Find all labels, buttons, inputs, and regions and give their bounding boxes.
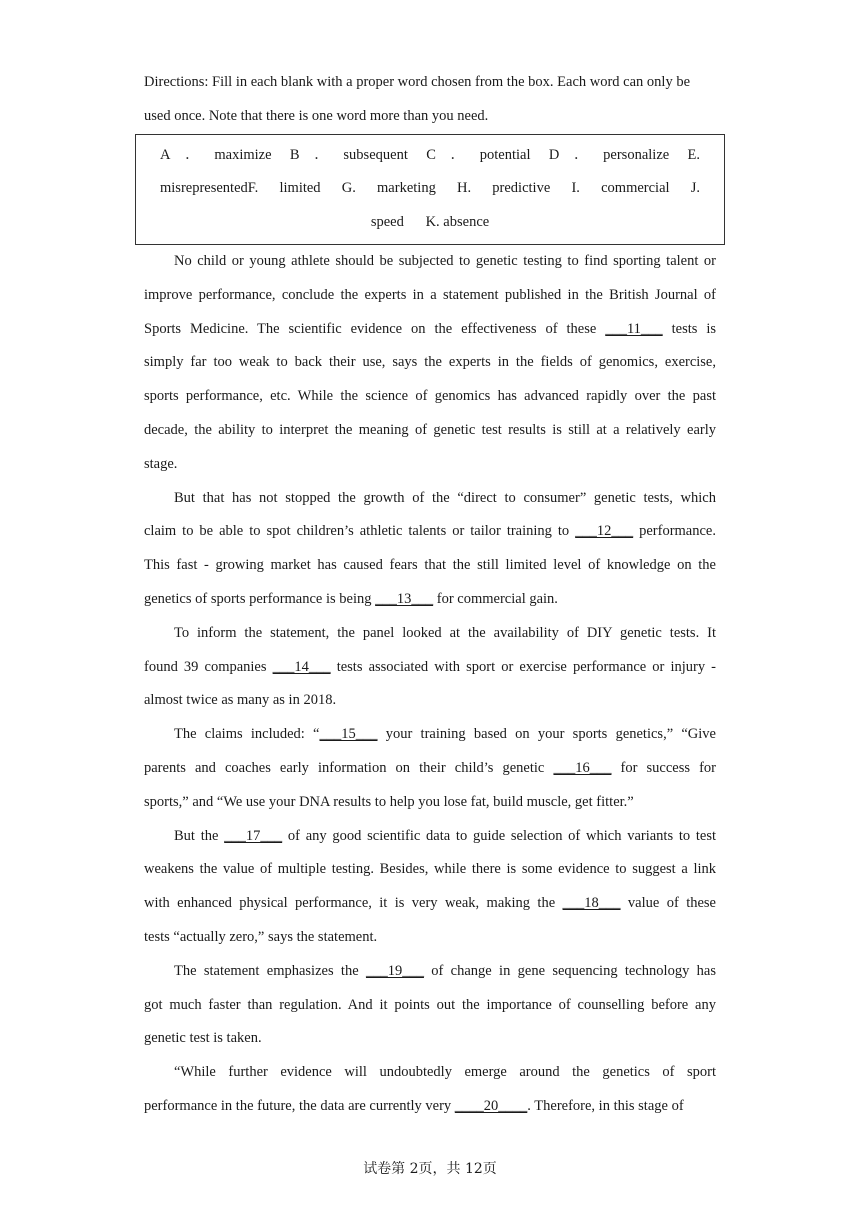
line-text: . Therefore, in this stage of (527, 1097, 684, 1114)
word-option: K. absence (425, 214, 490, 231)
passage-line: tests “actually zero,” says the statement. (144, 928, 378, 945)
line-text: with enhanced physical performance, it is very weak, making the (144, 895, 563, 912)
line-text: The statement emphasizes the (174, 962, 366, 979)
passage-line: almost twice as many as in 2018. (144, 692, 337, 709)
passage-line (144, 887, 716, 921)
answer-blank[interactable]: ___13___ (375, 590, 434, 607)
passage-line: got much faster than regulation. And it points out the importance of counselling before any (144, 996, 716, 1013)
line-text: your training based on your sports genetics,” “Give (377, 726, 716, 743)
line-text: genetics of sports performance is being (144, 590, 376, 607)
passage-line: improve performance, conclude the experts in a statement published in the British Journal of (144, 286, 716, 303)
passage-line (144, 651, 716, 685)
line-text: But the (174, 827, 225, 844)
line-text: claim to be able to spot children’s athletic talents or tailor training to (144, 523, 576, 540)
word-option: H. predictive (457, 180, 551, 197)
passage-line: weakens the value of multiple testing. Besides, while there is some evidence to suggest a link (144, 861, 716, 878)
word-option: G. marketing (341, 180, 436, 197)
passage-line: decade, the ability to interpret the meaning of genetic test results is still at a relatively early (144, 421, 716, 438)
answer-blank[interactable]: ___16___ (553, 759, 612, 776)
word-box-row (136, 206, 724, 240)
line-text: tests is (662, 320, 716, 337)
passage-line: sports performance, etc. While the science of genomics has advanced rapidly over the past (144, 388, 716, 405)
answer-blank[interactable]: ___15___ (319, 726, 378, 743)
word-box (135, 134, 725, 245)
passage-line: This fast - growing market has caused fears that the still limited level of knowledge on the (144, 557, 716, 574)
passage-line: To inform the statement, the panel looked at the availability of DIY genetic tests. It (174, 624, 716, 641)
line-text: for success for (611, 759, 716, 776)
line-text: performance. (633, 523, 716, 540)
line-text: for commercial gain. (433, 590, 558, 607)
word-option: I. commercial (571, 180, 670, 197)
word-option: misrepresentedF. limited (160, 180, 321, 197)
passage-line (144, 718, 716, 752)
answer-blank[interactable]: ___17___ (224, 827, 283, 844)
answer-blank[interactable]: ___14___ (272, 658, 331, 675)
word-option: E. (687, 146, 701, 163)
passage-line (144, 1090, 716, 1124)
passage-line: genetic test is taken. (144, 1030, 262, 1047)
word-option: B．subsequent (289, 146, 408, 163)
line-text: parents and coaches early information on their child’s genetic (144, 759, 554, 776)
word-option: A．maximize (160, 146, 272, 163)
passage-line: sports,” and “We use your DNA results to help you lose fat, build muscle, get fitter.” (144, 793, 634, 810)
passage (144, 245, 716, 1124)
directions-line-1: Directions: Fill in each blank with a proper word chosen from the box. Each word can only be (144, 74, 691, 90)
directions-line-2: used once. Note that there is one word more than you need. (144, 107, 489, 124)
passage-line (144, 583, 716, 617)
answer-blank[interactable]: ____20____ (454, 1097, 528, 1114)
line-text: value of these (620, 895, 716, 912)
passage-line: stage. (144, 455, 178, 472)
passage-line: “While further evidence will undoubtedly emerge around the genetics of sport (174, 1064, 716, 1081)
answer-blank[interactable]: ___12___ (575, 523, 634, 540)
line-text: The claims included: “ (174, 726, 320, 743)
word-box-row (136, 172, 724, 206)
passage-line (144, 955, 716, 989)
answer-blank[interactable]: ___18___ (562, 895, 621, 912)
document-page (144, 66, 716, 1124)
passage-line: simply far too weak to back their use, says the experts in the fields of genomics, exercise, (144, 354, 716, 371)
line-text: found 39 companies (144, 658, 273, 675)
passage-line: No child or young athlete should be subjected to genetic testing to find sporting talent or (174, 252, 716, 269)
word-option: D．personalize (548, 146, 670, 163)
passage-line (144, 752, 716, 786)
line-text: Sports Medicine. The scientific evidence on the effectiveness of these (144, 320, 606, 337)
word-box-row (136, 139, 724, 173)
line-text: tests associated with sport or exercise performance or injury - (330, 658, 717, 675)
line-text: performance in the future, the data are currently very (144, 1097, 455, 1114)
passage-line (144, 820, 716, 854)
word-option: J. (690, 180, 701, 197)
line-text: of any good scientific data to guide selection of which variants to test (282, 827, 716, 844)
passage-line (144, 515, 716, 549)
line-text: of change in gene sequencing technology has (423, 962, 716, 979)
answer-blank[interactable]: ___19___ (365, 962, 424, 979)
page-footer: 试卷第 2页，共 12页 (363, 1161, 497, 1177)
word-option: C．potential (426, 146, 531, 163)
passage-line: But that has not stopped the growth of the “direct to consumer” genetic tests, which (174, 489, 716, 506)
word-option: speed (370, 214, 404, 231)
passage-line (144, 313, 716, 347)
answer-blank[interactable]: ___11___ (605, 320, 663, 337)
